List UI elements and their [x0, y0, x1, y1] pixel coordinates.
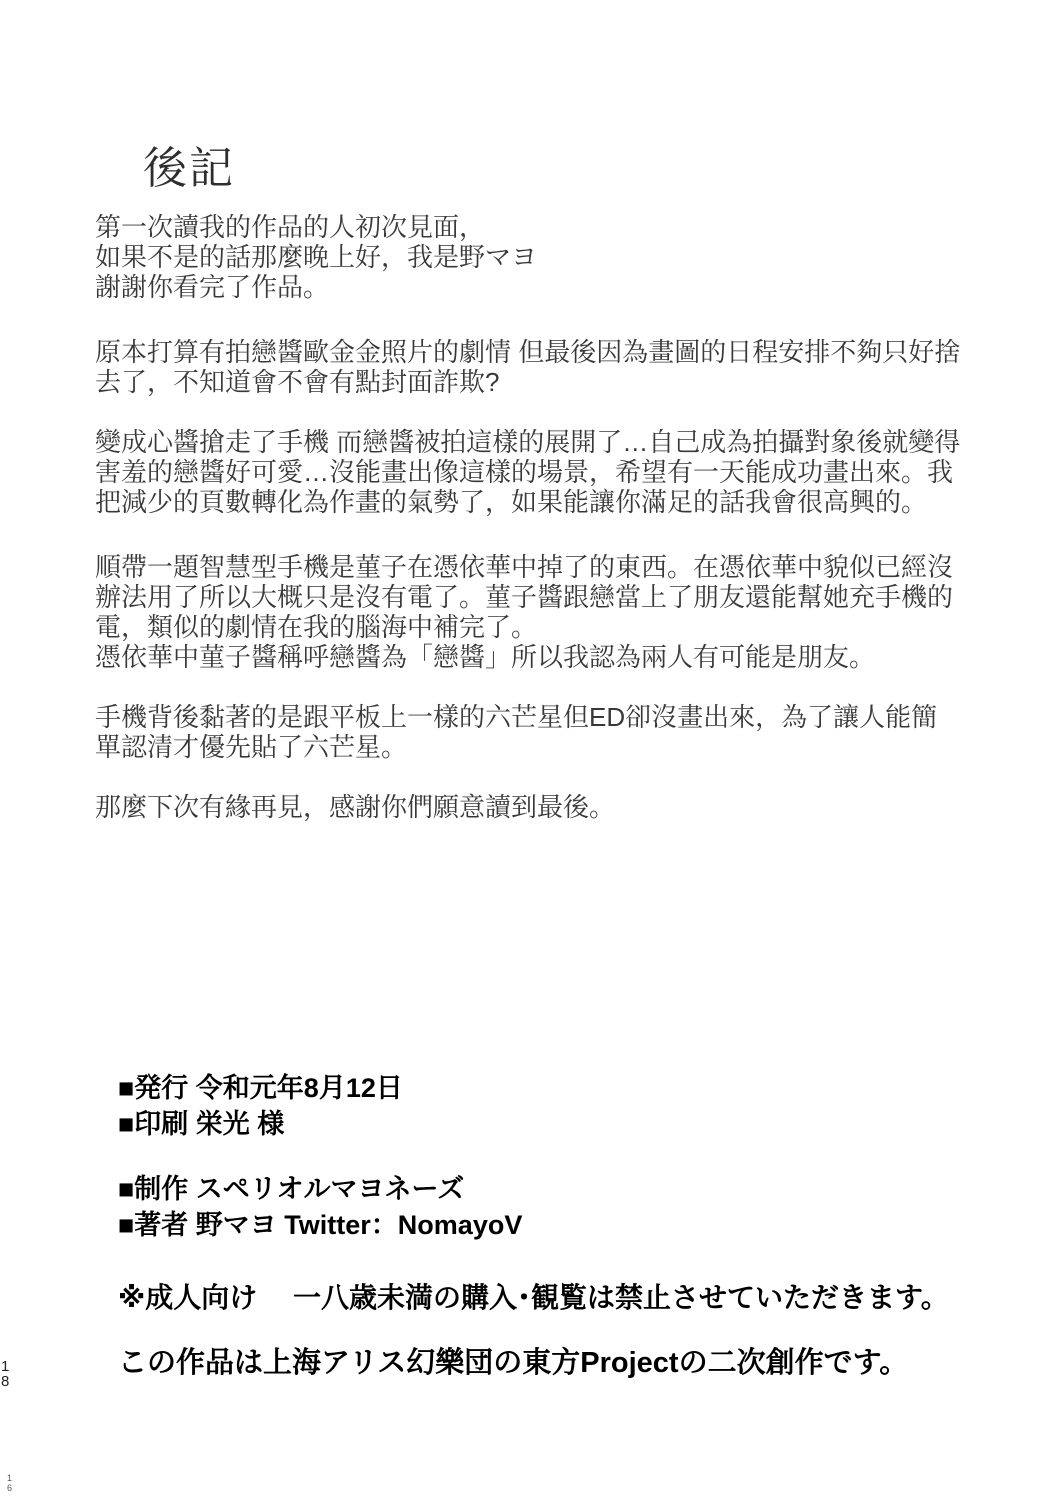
text-line: 電，類似的劇情在我的腦海中補完了。 — [95, 612, 538, 642]
derivative-work-notice: この作品は上海アリス幻樂団の東方Projectの二次創作です。 — [118, 1347, 909, 1379]
colophon-print-line: ■印刷 栄光 様 — [118, 1109, 285, 1139]
page-number-digit: 1 — [1, 1358, 10, 1375]
paragraph-smartphone — [95, 552, 953, 672]
text-line: 把減少的頁數轉化為作畫的氣勢了，如果能讓你滿足的話我會很高興的。 — [95, 487, 928, 517]
text-line: 如果不是的話那麼晚上好，我是野マヨ — [95, 242, 538, 272]
colophon-publish-line: ■発行 令和元年8月12日 — [118, 1073, 403, 1103]
text-line: 變成心醬搶走了手機 而戀醬被拍這樣的展開了…自己成為拍攝對象後就變得 — [95, 427, 961, 457]
paragraph-farewell — [95, 792, 615, 822]
text-line: 那麼下次有緣再見，感謝你們願意讀到最後。 — [95, 792, 616, 822]
text-line: 去了，不知道會不會有點封面詐欺? — [95, 367, 500, 397]
text-line: 謝謝你看完了作品。 — [95, 272, 330, 302]
text-line: 害羞的戀醬好可愛…沒能畫出像這樣的場景，希望有一天能成功畫出來。我 — [95, 457, 954, 487]
text-line: 單認清才優先貼了六芒星。 — [95, 732, 408, 762]
paragraph-greeting — [95, 212, 537, 302]
page-number-digit: 1 — [7, 1473, 13, 1483]
colophon-production-line: ■制作 スペリオルマヨネーズ — [118, 1174, 465, 1204]
text-line: 手機背後黏著的是跟平板上一樣的六芒星但ED卻沒畫出來，為了讓人能簡 — [95, 702, 938, 732]
text-line: 憑依華中菫子醬稱呼戀醬為「戀醬」所以我認為兩人有可能是朋友。 — [95, 642, 876, 672]
paragraph-story — [95, 427, 960, 517]
adult-warning-text: ※成人向け 一八歳未満の購入･観覧は禁止させていただきます。 — [118, 1282, 949, 1313]
text-line: 第一次讀我的作品的人初次見面， — [95, 212, 486, 242]
page-number-vertical — [1, 1359, 9, 1389]
page-number-small-vertical — [7, 1473, 12, 1493]
page-number-digit: 6 — [7, 1483, 13, 1493]
text-line: 辦法用了所以大概只是沒有電了。菫子醬跟戀當上了朋友還能幫她充手機的 — [95, 582, 954, 612]
page-title: 後記 — [143, 144, 235, 193]
text-line: 順帶一題智慧型手機是菫子在憑依華中掉了的東西。在憑依華中貌似已經沒 — [95, 552, 954, 582]
colophon-publishing — [118, 1070, 403, 1142]
paragraph-hexagram — [95, 702, 937, 762]
colophon-credits — [118, 1171, 522, 1243]
paragraph-cover — [95, 337, 960, 397]
text-line: 原本打算有拍戀醬歐金金照片的劇情 但最後因為畫圖的日程安排不夠只好捨 — [95, 337, 961, 367]
page-number-digit: 8 — [1, 1373, 10, 1390]
colophon-author-line: ■著者 野マヨ Twitter：NomayoV — [118, 1210, 523, 1240]
